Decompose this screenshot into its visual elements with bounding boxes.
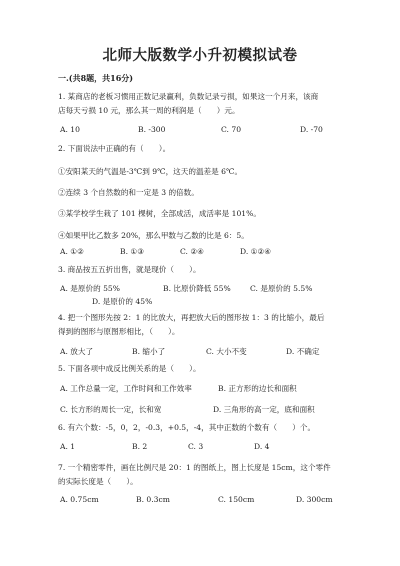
option-b: B. 0.3cm — [136, 495, 170, 504]
option-b: B. 比原价降低 55% — [163, 284, 231, 293]
question-2-statement-4: ④如果甲比乙数多 20%，那么甲数与乙数的比是 6：5。 — [58, 231, 249, 240]
option-a: A. ①② — [60, 247, 84, 256]
option-d: D. ①②④ — [240, 247, 272, 256]
option-c: C. 大小不变 — [206, 347, 247, 356]
question-3-options-row-1 — [58, 283, 358, 295]
option-b: B. 正方形的边长和面积 — [218, 384, 297, 393]
option-d: D. 4 — [254, 442, 270, 451]
question-3-stem: 3. 商品按五五折出售，就是现价（ ）。 — [58, 265, 201, 274]
option-a: A. 1 — [60, 442, 76, 451]
option-a: A. 工作总量一定，工作时间和工作效率 — [60, 384, 192, 393]
option-d: D. 三角形的高一定，底和面积 — [213, 405, 315, 414]
question-4-options — [58, 346, 358, 358]
question-5-options-row-2 — [58, 404, 358, 416]
question-2-options — [58, 247, 358, 259]
question-5-stem: 5. 下面各项中成反比例关系的是（ ）。 — [58, 364, 201, 373]
question-1-options — [58, 125, 358, 137]
question-2-statement-2: ②连续 3 个自然数的和一定是 3 的倍数。 — [58, 188, 199, 197]
option-a: A. 放大了 — [60, 347, 94, 356]
option-c: C. ②④ — [180, 247, 204, 256]
question-1-stem-line-2: 店每天亏损 10 元，那么其一周的利润是（ ）元。 — [58, 106, 240, 115]
question-2-statement-1: ①安阳某天的气温是-3℃到 9℃，这天的温差是 6℃。 — [58, 167, 243, 176]
question-3-options-row-2 — [58, 296, 358, 308]
question-5-options-row-1 — [58, 383, 358, 395]
option-a: A. 是原价的 55% — [60, 284, 120, 293]
option-c: C. 70 — [221, 125, 242, 134]
option-c: C. 3 — [188, 442, 204, 451]
section-heading: 一.(共8题，共16分) — [58, 73, 134, 83]
question-6-stem: 6. 有六个数：-5，0，2，-0.3，+0.5，-4，其中正数的个数有（ ）个。 — [58, 423, 316, 432]
question-2-statement-3: ③某学校学生栽了 101 棵树，全部成活，成活率是 101%。 — [58, 209, 261, 218]
question-6-options — [58, 442, 358, 454]
option-c: C. 长方形的周长一定，长和宽 — [60, 405, 162, 414]
question-7-options — [58, 495, 358, 507]
question-1-stem-line-1: 1. 某商店的老板习惯用正数记录赢利，负数记录亏损，如果这一个月来，该商 — [58, 92, 319, 101]
question-4-stem-line-2: 得到的图形与原图形相比，（ ）。 — [58, 327, 180, 336]
page-title: 北师大版数学小升初模拟试卷 — [102, 47, 298, 64]
question-7-stem-line-1: 7. 一个精密零件，画在比例尺是 20：1 的图纸上，图上长度是 15cm，这个零件 — [58, 463, 331, 472]
option-b: B. ①③ — [120, 247, 145, 256]
option-a: A. 0.75cm — [60, 495, 99, 504]
question-2-stem: 2. 下面说法中正确的有（ ）。 — [58, 144, 171, 153]
option-b: B. -300 — [138, 125, 166, 134]
option-b: B. 2 — [132, 442, 148, 451]
option-a: A. 10 — [60, 125, 80, 134]
option-d: D. 不确定 — [286, 347, 320, 356]
option-c: C. 150cm — [218, 495, 255, 504]
question-4-stem-line-1: 4. 把一个图形先按 2：1 的比放大，再把放大后的图形按 1：3 的比缩小，最后 — [58, 313, 325, 322]
option-b: B. 缩小了 — [132, 347, 166, 356]
question-7-stem-line-2: 的实际长度是（ ）。 — [58, 477, 138, 486]
option-c: C. 是原价的 5.5% — [250, 284, 313, 293]
option-d: D. 是原价的 45% — [92, 297, 153, 306]
option-d: D. 300cm — [296, 495, 333, 504]
option-d: D. -70 — [300, 125, 323, 134]
